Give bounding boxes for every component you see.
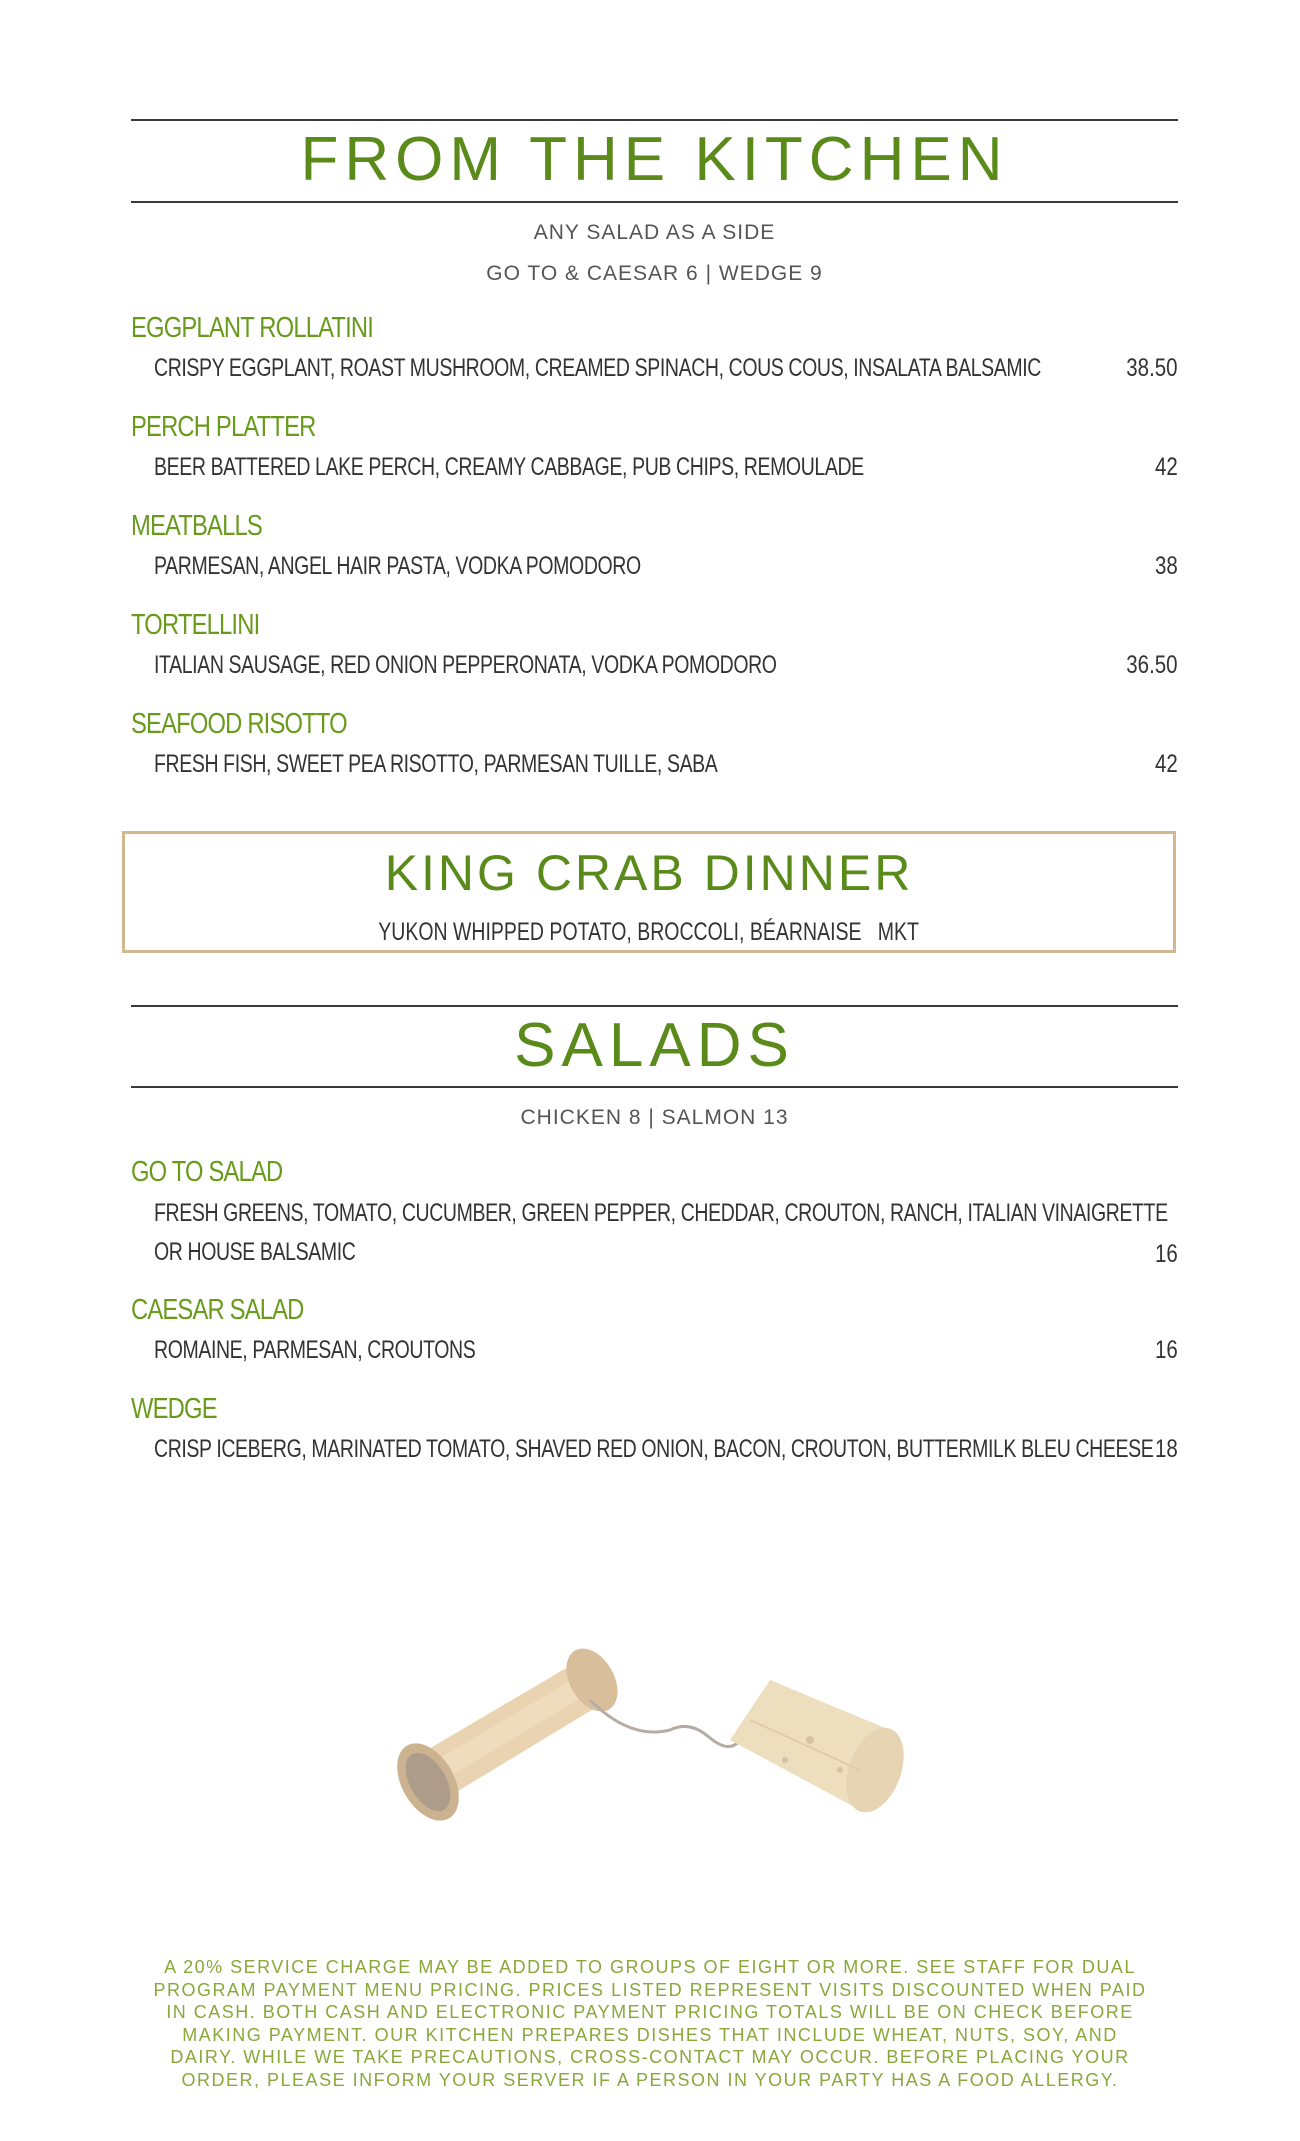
corkscrew-handle (390, 1640, 628, 1832)
menu-item-perch-platter (131, 409, 1178, 485)
item-name: WEDGE (131, 1393, 217, 1425)
item-description: FRESH FISH, SWEET PEA RISOTTO, PARMESAN TUILLE, SABA (154, 750, 718, 778)
menu-item-go-to-salad (131, 1154, 1178, 1272)
item-price: 18 (1155, 1435, 1178, 1463)
corkscrew-illustration-icon (390, 1620, 930, 1860)
item-price: 38 (1155, 552, 1178, 580)
salads-top-rule (131, 1005, 1178, 1007)
item-price: 38.50 (1126, 354, 1178, 382)
menu-item-caesar-salad (131, 1292, 1178, 1368)
item-name: GO TO SALAD (131, 1156, 283, 1188)
king-crab-box (122, 831, 1176, 953)
menu-item-seafood-risotto (131, 706, 1178, 782)
item-description: BEER BATTERED LAKE PERCH, CREAMY CABBAGE, PUB CHIPS, REMOULADE (154, 453, 864, 481)
item-price: 16 (1155, 1336, 1178, 1364)
menu-item-wedge (131, 1391, 1178, 1467)
item-price: 16 (1155, 1240, 1178, 1268)
item-description: CRISP ICEBERG, MARINATED TOMATO, SHAVED RED ONION, BACON, CROUTON, BUTTERMILK BLEU CHEESE (154, 1435, 1154, 1463)
salads-note: CHICKEN 8 | SALMON 13 (520, 1106, 789, 1129)
item-description: ROMAINE, PARMESAN, CROUTONS (154, 1336, 476, 1364)
item-description: FRESH GREENS, TOMATO, CUCUMBER, GREEN PEPPER, CHEDDAR, CROUTON, RANCH, ITALIAN VINAIGRETTE OR HOUSE BALSAMIC (154, 1199, 1168, 1266)
service-charge-disclaimer: A 20% SERVICE CHARGE MAY BE ADDED TO GROUPS OF EIGHT OR MORE. SEE STAFF FOR DUAL PROGRAM PAYMENT MENU PRICING. PRICES LISTED REPRESENT VISITS DISCOUNTED WHEN PAID IN CASH. BOTH CASH AND ELECTRONIC PAYMENT PRICING TOTALS WILL BE ON CHECK BEFORE MAKING PAYMENT. OUR KITCHEN PREPARES DISHES THAT INCLUDE WHEAT, NUTS, SOY, AND DAIRY. WHILE WE TAKE PRECAUTIONS, CROSS-CONTACT MAY OCCUR. BEFORE PLACING YOUR ORDER, PLEASE INFORM YOUR SERVER IF A PERSON IN YOUR PARTY HAS A FOOD ALLERGY. (153, 1957, 1147, 2090)
kitchen-bottom-rule (131, 201, 1178, 203)
item-price: 42 (1155, 453, 1178, 481)
item-name: MEATBALLS (131, 510, 262, 542)
corkscrew-screw (590, 1700, 740, 1747)
item-name: SEAFOOD RISOTTO (131, 708, 347, 740)
king-crab-description: YUKON WHIPPED POTATO, BROCCOLI, BÉARNAISE MKT (378, 918, 920, 946)
item-name: TORTELLINI (131, 609, 260, 641)
item-description: PARMESAN, ANGEL HAIR PASTA, VODKA POMODORO (154, 552, 641, 580)
menu-item-eggplant-rollatini (131, 310, 1178, 386)
item-description: CRISPY EGGPLANT, ROAST MUSHROOM, CREAMED SPINACH, COUS COUS, INSALATA BALSAMIC (154, 354, 1041, 382)
item-price: 36.50 (1126, 651, 1178, 679)
kitchen-note-1: ANY SALAD AS A SIDE (533, 221, 776, 244)
kitchen-top-rule (131, 119, 1178, 121)
kitchen-title: FROM THE KITCHEN (300, 125, 1009, 194)
item-name: EGGPLANT ROLLATINI (131, 312, 374, 344)
item-name: CAESAR SALAD (131, 1294, 304, 1326)
king-crab-title: KING CRAB DINNER (384, 845, 914, 901)
item-description: ITALIAN SAUSAGE, RED ONION PEPPERONATA, VODKA POMODORO (154, 651, 777, 679)
cork (730, 1680, 914, 1820)
menu-item-tortellini (131, 607, 1178, 683)
item-price: 42 (1155, 750, 1178, 778)
salads-bottom-rule (131, 1086, 1178, 1088)
kitchen-note-2: GO TO & CAESAR 6 | WEDGE 9 (486, 262, 823, 285)
salads-title: SALADS (514, 1011, 795, 1080)
menu-item-meatballs (131, 508, 1178, 584)
item-name: PERCH PLATTER (131, 411, 316, 443)
king-crab-description-line (125, 918, 1173, 947)
